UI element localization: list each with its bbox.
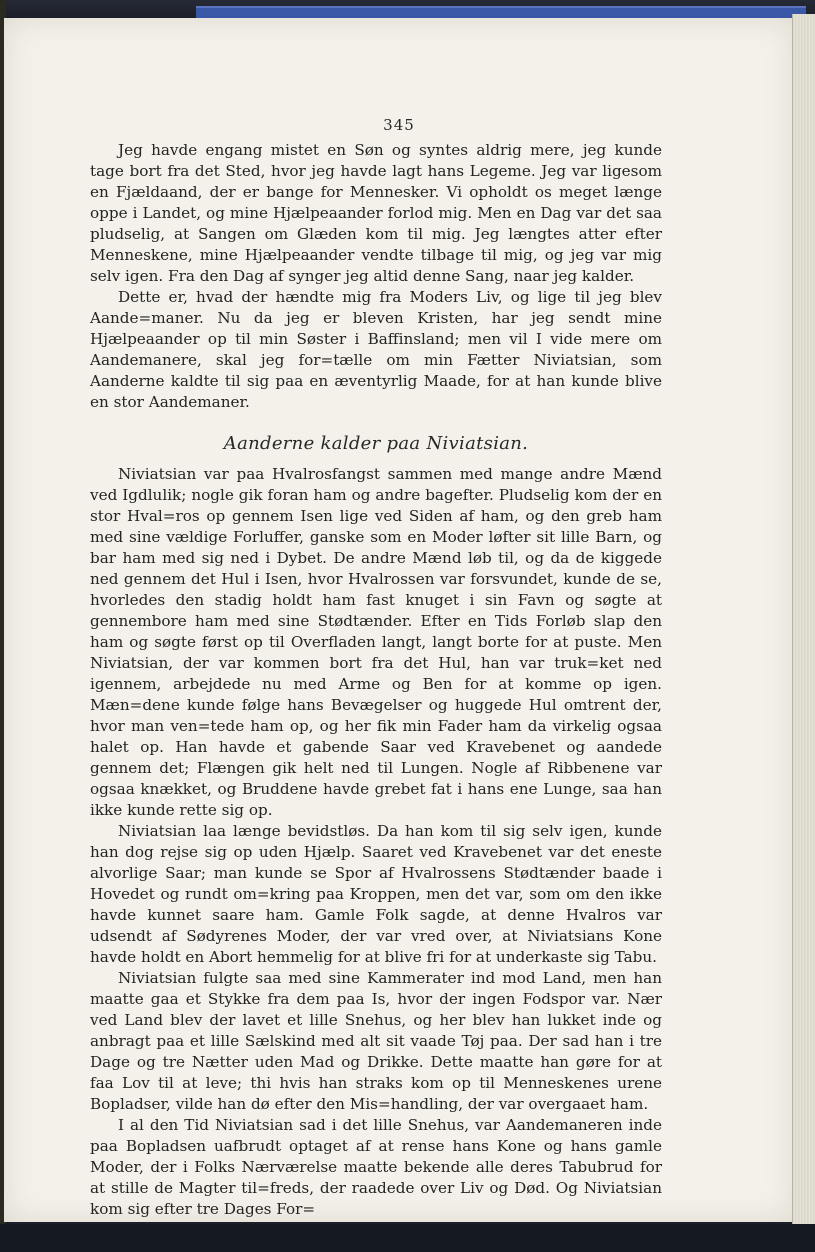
- page-number: 345: [383, 116, 415, 134]
- page-text: [90, 140, 662, 1220]
- paragraph: I al den Tid Niviatsian sad i det lille Snehus, var Aandemaneren inde paa Bopladsen uafbrudt optaget af at rense hans Kone og hans gamle Moder, der i Folks Nærværelse maatte bekende alle deres Tabubrud for at stille de Magter til=freds, der raadede over Liv og Død. Og Niviatsian kom sig efter tre Dages For=: [90, 1116, 662, 1218]
- paragraph: Niviatsian fulgte saa med sine Kammerater ind mod Land, men han maatte gaa et Stykke fra dem paa Is, hvor der ingen Fodspor var. Nær ved Land blev der lavet et lille Snehus, og her blev han lukket inde og anbragt paa et lille Sælskind med alt sit vaade Tøj paa. Der sad han i tre Dage og tre Nætter uden Mad og Drikke. Dette maatte han gøre for at faa Lov til at leve; thi hvis han straks kom op til Menneskenes urene Bopladser, vilde han dø efter den Mis=handling, der var overgaaet ham.: [90, 969, 662, 1113]
- paragraph: Dette er, hvad der hændte mig fra Moders Liv, og lige til jeg blev Aande=maner. Nu da jeg er bleven Kristen, har jeg sendt mine Hjælpeaander op til min Søster i Baffinsland; men vil I vide mere om Aandemanere, skal jeg for=tælle om min Fætter Niviatsian, som Aanderne kaldte til sig paa en æventyrlig Maade, for at han kunde blive en stor Aandemaner.: [90, 288, 662, 411]
- paragraph: Jeg havde engang mistet en Søn og syntes aldrig mere, jeg kunde tage bort fra det Sted, hvor jeg havde lagt hans Legeme. Jeg var ligesom en Fjældaand, der er bange for Mennesker. Vi opholdt os meget længe oppe i Landet, og mine Hjælpeaander forlod mig. Men en Dag var det saa pludselig, at Sangen om Glæden kom til mig. Jeg længtes atter efter Menneskene, mine Hjælpeaander vendte tilbage til mig, og jeg var mig selv igen. Fra den Dag af synger jeg altid denne Sang, naar jeg kalder.: [90, 141, 662, 285]
- paragraph: Niviatsian var paa Hvalrosfangst sammen med mange andre Mænd ved Igdlulik; nogle gik foran ham og andre bagefter. Pludselig kom der en stor Hval=ros op gennem Isen lige ved Siden af ham, og den greb ham med sine vældige Forluffer, ganske som en Moder løfter sit lille Barn, og bar ham med sig ned i Dybet. De andre Mænd løb til, og da de kiggede ned gennem det Hul i Isen, hvor Hvalrossen var forsvundet, kunde de se, hvorledes den stadig holdt ham fast knuget i sin Favn og søgte at gennembore ham med sine Stødtænder. Efter en Tids Forløb slap den ham og søgte først op til Overfladen langt, langt borte for at puste. Men Niviatsian, der var kommen bort fra det Hul, han var truk=ket ned igennem, arbejdede nu med Arme og Ben for at komme op igen. Mæn=dene kunde følge hans Bevægelser og huggede Hul omtrent der, hvor man ven=tede ham op, og her fik min Fader ham da virkelig ogsaa halet op. Han havde et gabende Saar ved Kravebenet og aandede gennem det; Flængen gik helt ned til Lungen. Nogle af Ribbenene var ogsaa knækket, og Bruddene havde grebet fat i hans ene Lunge, saa han ikke kunde rette sig op.: [90, 465, 662, 819]
- section-heading: Aanderne kalder paa Niviatsian.: [223, 433, 529, 454]
- page-stack-edge: [792, 14, 815, 1226]
- scan-background-bottom: [0, 1224, 815, 1252]
- book-page: [4, 18, 794, 1222]
- paragraph: Niviatsian laa længe bevidstløs. Da han kom til sig selv igen, kunde han dog rejse sig op uden Hjælp. Saaret ved Kravebenet var det eneste alvorlige Saar; man kunde se Spor af Hvalrossens Stødtænder baade i Hovedet og rundt om=kring paa Kroppen, men det var, som om den ikke havde kunnet saare ham. Gamle Folk sagde, at denne Hvalros var udsendt af Sødyrenes Moder, der var vred over, at Niviatsians Kone havde holdt en Abort hemmelig for at blive fri for at underkaste sig Tabu.: [90, 822, 662, 966]
